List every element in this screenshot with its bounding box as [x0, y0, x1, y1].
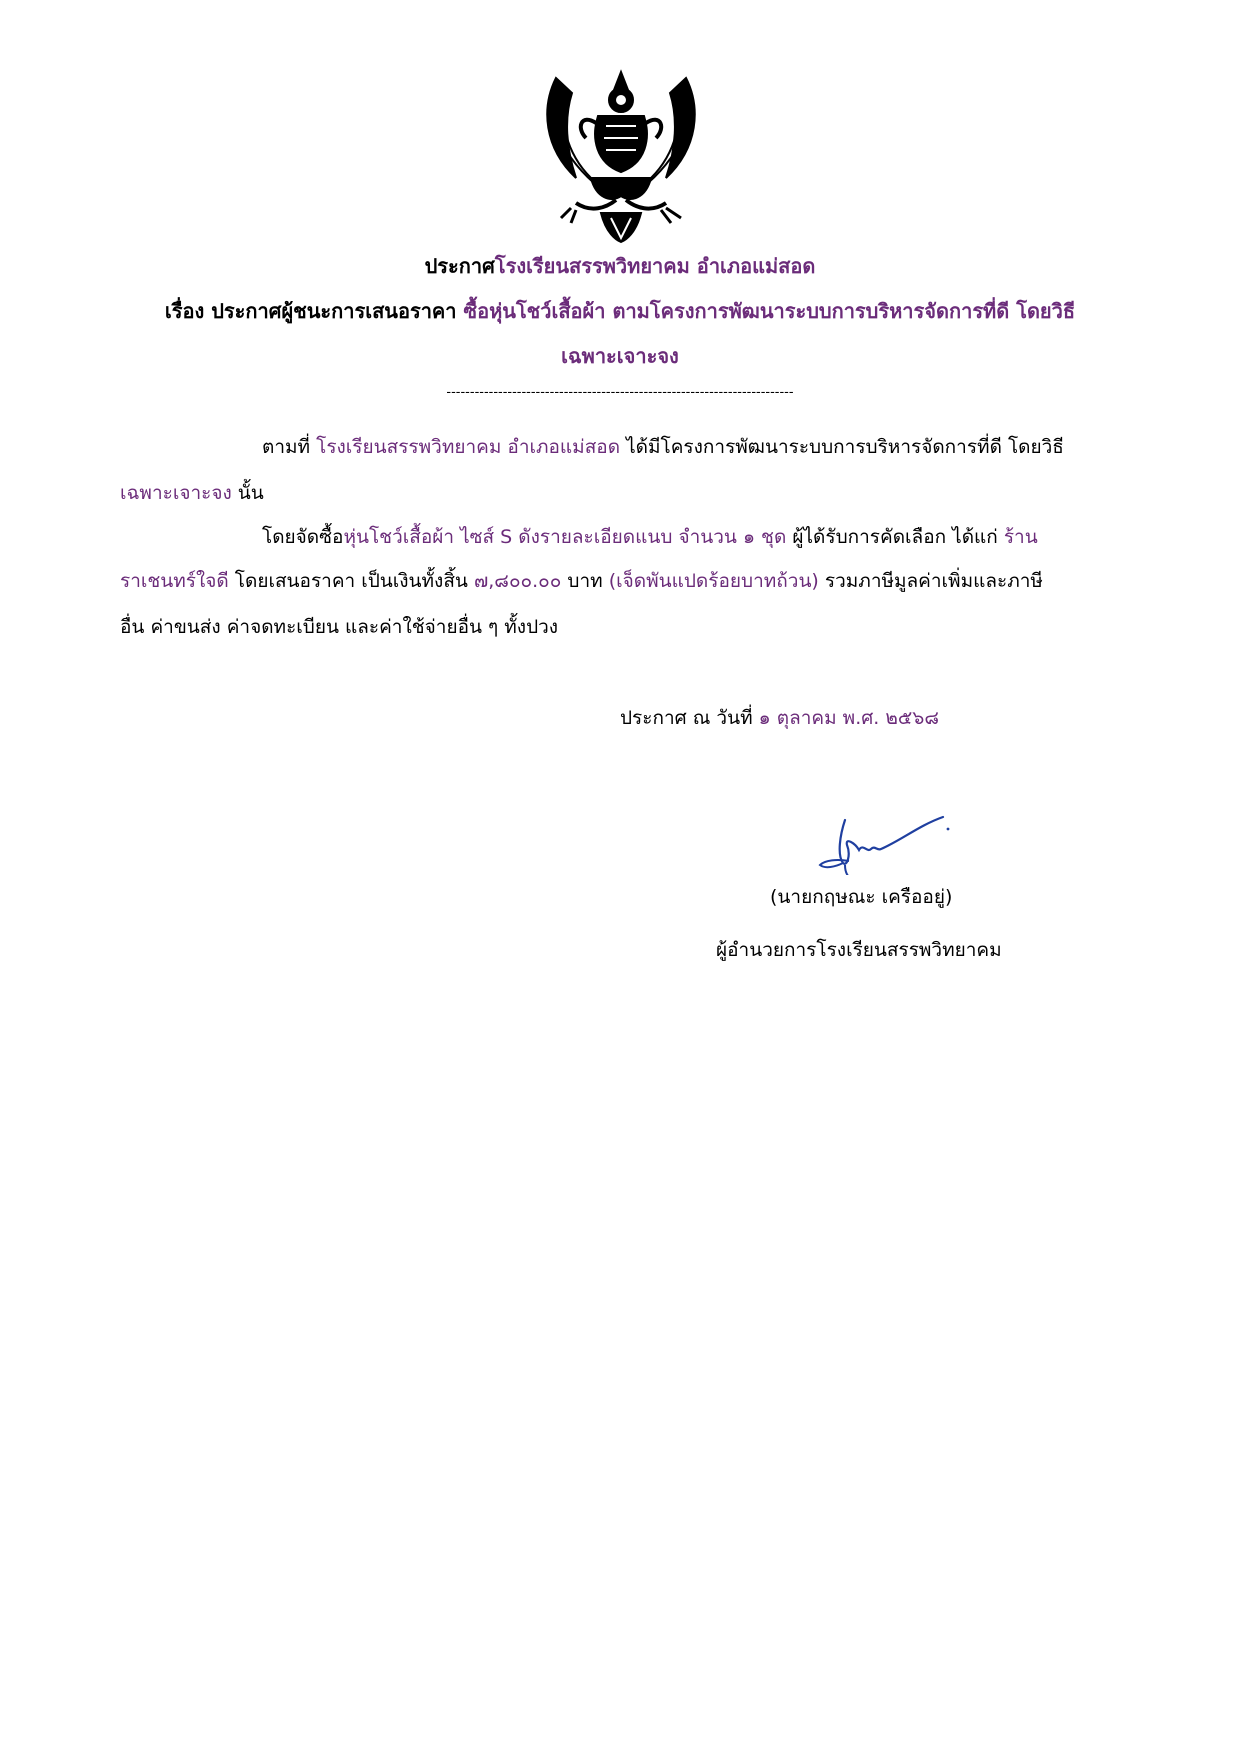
p2-amount: ๗,๘๐๐.๐๐ [473, 570, 562, 592]
subject-line [0, 295, 1240, 327]
signer-name: (นายกฤษณะ เครืออยู่) [770, 886, 953, 908]
p1-middle: ได้มีโครงการพัฒนาระบบการบริหารจัดการที่ดี โดยวิธี [620, 436, 1064, 458]
paragraph-2-line-2 [120, 566, 1043, 596]
subject-prefix: เรื่อง ประกาศผู้ชนะการเสนอราคา [164, 299, 464, 323]
p2-prefix: โดยจัดซื้อ [262, 526, 344, 548]
paragraph-2-line-3: อื่น ค่าขนส่ง ค่าจดทะเบียน และค่าใช้จ่ายอื่น ๆ ทั้งปวง [120, 616, 559, 638]
signer-title: ผู้อำนวยการโรงเรียนสรรพวิทยาคม [716, 939, 1002, 961]
p1-prefix: ตามที่ [262, 436, 317, 458]
signature-icon [815, 805, 955, 875]
garuda-emblem-icon [536, 68, 706, 244]
school-district: โรงเรียนสรรพวิทยาคม อำเภอแม่สอด [494, 254, 816, 278]
p2-middle: ผู้ได้รับการคัดเลือก ได้แก่ [786, 526, 1004, 548]
paragraph-2-line-1 [262, 522, 1038, 552]
p2-baht: บาท [561, 570, 609, 592]
separator-line: -------------------------------------------------------------------------- [446, 385, 794, 400]
announcement-title [0, 250, 1240, 282]
date-value: ๑ ตุลาคม พ.ศ. ๒๕๖๘ [758, 707, 939, 729]
p2-tail: รวมภาษีมูลค่าเพิ่มและภาษี [818, 570, 1043, 592]
p2-amount-words: (เจ็ดพันแปดร้อยบาทถ้วน) [608, 570, 819, 592]
subject-line-2: เฉพาะเจาะจง [561, 344, 679, 368]
paragraph-1-line-1 [262, 432, 1064, 462]
p1-method: เฉพาะเจาะจง [120, 482, 232, 504]
p2-item: หุ่นโชว์เสื้อผ้า ไซส์ S ดังรายละเอียดแนบ จำนวน ๑ ชุด [343, 526, 787, 548]
p2-vendor-a: ร้าน [1003, 526, 1038, 548]
p2-offer: โดยเสนอราคา เป็นเงินทั้งสิ้น [228, 570, 474, 592]
p1-school: โรงเรียนสรรพวิทยาคม อำเภอแม่สอด [316, 436, 621, 458]
announce-prefix: ประกาศ [424, 254, 495, 278]
announce-date [620, 703, 939, 733]
paragraph-1-line-2 [120, 478, 264, 508]
p1-end: นั้น [231, 482, 264, 504]
p2-vendor-b: ราเชนทร์ใจดี [120, 570, 229, 592]
date-prefix: ประกาศ ณ วันที่ [620, 707, 759, 729]
subject-highlight: ซื้อหุ่นโชว์เสื้อผ้า ตามโครงการพัฒนาระบบการบริหารจัดการที่ดี โดยวิธี [463, 299, 1076, 323]
